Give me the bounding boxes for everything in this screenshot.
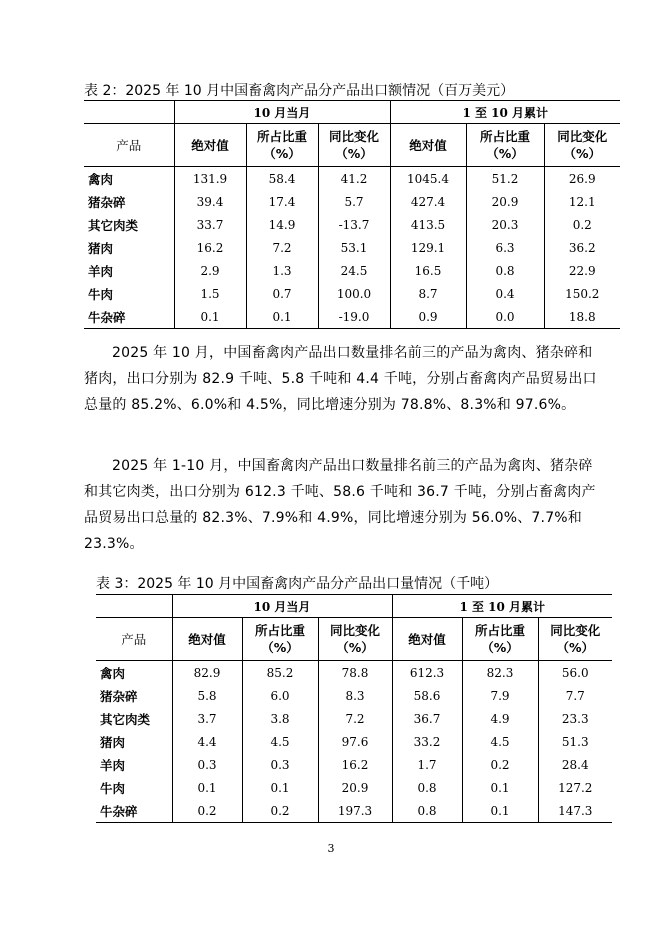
value-cell: 26.9 [544,167,620,191]
value-cell: 36.2 [544,236,620,259]
column-header: 同比变化（%） [544,124,620,167]
value-cell: 56.0 [538,661,612,685]
table-row [84,282,620,305]
value-cell: 5.7 [318,190,390,213]
value-cell: 147.3 [538,799,612,823]
product-name-cell: 猪杂碎 [100,688,138,704]
value-cell: 612.3 [392,661,462,685]
value-cell: 7.2 [246,236,318,259]
column-header: 同比变化（%） [318,618,392,661]
product-name-cell: 猪杂碎 [88,194,126,210]
value-cell: 0.2 [172,799,242,823]
product-name-cell: 其它肉类 [88,217,139,233]
value-cell: 1.5 [174,282,246,305]
table-row [96,730,612,753]
value-cell: 1.3 [246,259,318,282]
value-cell: 58.4 [246,167,318,191]
value-cell: 0.1 [246,305,318,329]
value-cell: 16.2 [318,753,392,776]
value-cell: 14.9 [246,213,318,236]
value-cell: 3.7 [172,707,242,730]
product-name-cell: 牛杂碎 [84,305,174,329]
value-cell: 78.8 [318,661,392,685]
value-cell: -19.0 [318,305,390,329]
value-cell: 0.1 [462,776,538,799]
column-header: 所占比重（%） [242,618,318,661]
value-cell: 12.1 [544,190,620,213]
table2-body [84,101,620,329]
column-header: 所占比重（%） [466,124,544,167]
value-cell: 4.4 [172,730,242,753]
value-cell: 0.1 [172,776,242,799]
value-cell: 0.2 [544,213,620,236]
value-cell: 8.3 [318,684,392,707]
column-header: 同比变化（%） [318,124,390,167]
value-cell: 0.3 [242,753,318,776]
value-cell: 1.7 [392,753,462,776]
value-cell: 7.9 [462,684,538,707]
value-cell: 16.5 [390,259,466,282]
product-name-cell: 牛肉 [88,286,114,302]
group-cumulative: 1 至 10 月累计 [392,595,612,618]
group-cumulative: 1 至 10 月累计 [390,101,620,124]
column-header: 所占比重（%） [462,618,538,661]
value-cell: 82.3 [462,661,538,685]
group-header-row [84,101,620,124]
value-cell: 1045.4 [390,167,466,191]
column-header: 产品 [84,124,174,167]
value-cell: -13.7 [318,213,390,236]
paragraph-october: 2025 年 10 月，中国畜禽肉产品出口数量排名前三的产品为禽肉、猪杂碎和猪肉，出口分别为 82.9 千吨、5.8 千吨和 4.4 千吨，分别占畜禽肉产品贸易出口总量的 85.2%、6.0%和 4.5%，同比增速分别为 78.8%、8.3%和 97.6%。 [84,345,597,413]
value-cell: 53.1 [318,236,390,259]
value-cell: 0.2 [462,753,538,776]
table2 [84,100,620,329]
page-number: 3 [327,842,335,855]
value-cell: 4.5 [462,730,538,753]
product-name-cell: 其它肉类 [100,711,151,727]
product-name-cell: 牛肉 [100,780,126,796]
product-name-cell: 牛杂碎 [96,799,172,823]
product-name-cell: 禽肉 [100,665,126,681]
blank-corner [96,595,172,618]
column-header: 绝对值 [174,124,246,167]
table-row [96,776,612,799]
column-header: 绝对值 [390,124,466,167]
value-cell: 16.2 [174,236,246,259]
column-header: 绝对值 [172,618,242,661]
table-row [96,661,612,685]
value-cell: 39.4 [174,190,246,213]
value-cell: 0.1 [462,799,538,823]
table-row [96,799,612,823]
value-cell: 4.9 [462,707,538,730]
table-row [84,167,620,191]
value-cell: 0.2 [242,799,318,823]
product-name-cell: 羊肉 [100,757,126,773]
value-cell: 51.3 [538,730,612,753]
value-cell: 33.7 [174,213,246,236]
table-row [96,684,612,707]
value-cell: 6.3 [466,236,544,259]
table-row [84,213,620,236]
value-cell: 0.3 [172,753,242,776]
column-header-row [96,618,612,661]
value-cell: 0.7 [246,282,318,305]
value-cell: 20.9 [466,190,544,213]
value-cell: 20.9 [318,776,392,799]
value-cell: 23.3 [538,707,612,730]
value-cell: 33.2 [392,730,462,753]
value-cell: 85.2 [242,661,318,685]
product-name-cell: 猪肉 [88,240,114,256]
value-cell: 131.9 [174,167,246,191]
column-header: 所占比重（%） [246,124,318,167]
table2-caption: 表 2：2025 年 10 月中国畜禽肉产品分产品出口额情况（百万美元） [84,83,515,99]
column-header: 绝对值 [392,618,462,661]
value-cell: 0.0 [466,305,544,329]
value-cell: 18.8 [544,305,620,329]
value-cell: 7.2 [318,707,392,730]
value-cell: 22.9 [544,259,620,282]
value-cell: 6.0 [242,684,318,707]
product-name-cell: 禽肉 [88,171,114,187]
blank-corner [84,101,174,124]
value-cell: 2.9 [174,259,246,282]
value-cell: 0.4 [466,282,544,305]
value-cell: 127.2 [538,776,612,799]
value-cell: 28.4 [538,753,612,776]
group-header-row [96,595,612,618]
value-cell: 0.9 [390,305,466,329]
table-row [84,236,620,259]
value-cell: 24.5 [318,259,390,282]
value-cell: 5.8 [172,684,242,707]
group-monthly: 10 月当月 [174,101,390,124]
value-cell: 20.3 [466,213,544,236]
table-row [84,305,620,329]
value-cell: 150.2 [544,282,620,305]
value-cell: 0.8 [466,259,544,282]
value-cell: 82.9 [172,661,242,685]
value-cell: 41.2 [318,167,390,191]
value-cell: 413.5 [390,213,466,236]
product-name-cell: 羊肉 [88,263,114,279]
value-cell: 0.1 [174,305,246,329]
table3-caption: 表 3：2025 年 10 月中国畜禽肉产品分产品出口量情况（千吨） [96,576,499,592]
value-cell: 100.0 [318,282,390,305]
value-cell: 0.1 [242,776,318,799]
value-cell: 7.7 [538,684,612,707]
value-cell: 3.8 [242,707,318,730]
column-header: 同比变化（%） [538,618,612,661]
table-row [84,259,620,282]
value-cell: 97.6 [318,730,392,753]
value-cell: 58.6 [392,684,462,707]
column-header: 产品 [96,618,172,661]
value-cell: 51.2 [466,167,544,191]
group-monthly: 10 月当月 [172,595,392,618]
table-row [96,707,612,730]
product-name-cell: 猪肉 [100,734,126,750]
table3-body [96,595,612,823]
value-cell: 8.7 [390,282,466,305]
value-cell: 427.4 [390,190,466,213]
value-cell: 36.7 [392,707,462,730]
value-cell: 197.3 [318,799,392,823]
value-cell: 0.8 [392,776,462,799]
paragraph-jan-oct: 2025 年 1-10 月，中国畜禽肉产品出口数量排名前三的产品为禽肉、猪杂碎和其它肉类，出口分别为 612.3 千吨、58.6 千吨和 36.7 千吨，分别占畜禽肉产品贸易出口总量的 82.3%、7.9%和 4.9%，同比增速分别为 56.0%、7.7%和 23.3%。 [84,458,596,552]
table-row [96,753,612,776]
table3 [96,594,612,823]
value-cell: 129.1 [390,236,466,259]
table-row [84,190,620,213]
value-cell: 0.8 [392,799,462,823]
value-cell: 4.5 [242,730,318,753]
column-header-row [84,124,620,167]
value-cell: 17.4 [246,190,318,213]
